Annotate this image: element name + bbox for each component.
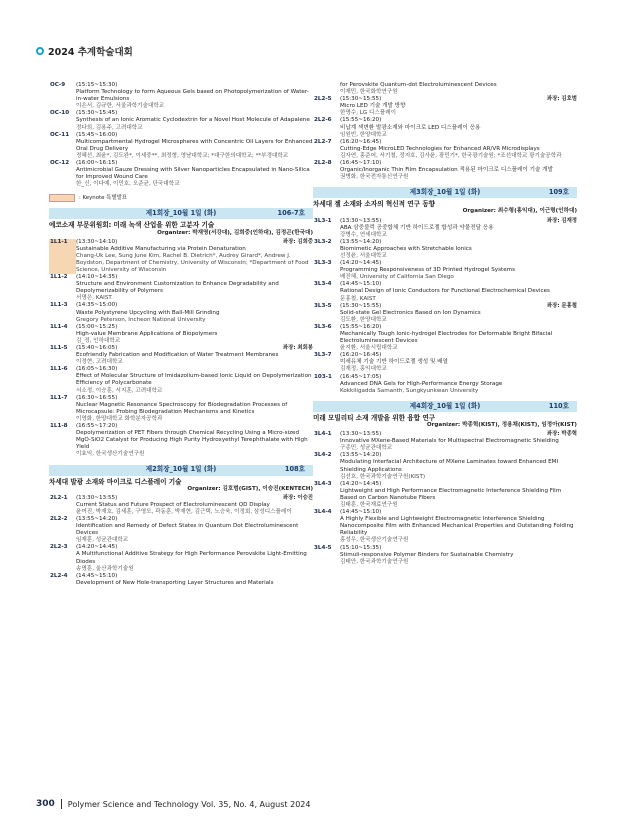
entry-time: (15:30~15:55) xyxy=(340,96,382,103)
entry-time: (13:55~14:20) xyxy=(76,515,118,522)
entry-authors: 선정윤, 서울대학교 xyxy=(340,252,387,259)
entry-title: Platform Technology to form Aqueous Gels based on Photopolymerization of Water-in-water Emulsions xyxy=(76,89,309,103)
entry-time-row xyxy=(76,110,313,117)
session-chair: 좌장: 이승진 xyxy=(282,494,313,501)
entry-code: 1L1-1 xyxy=(49,239,76,274)
entry-code: 3L3-6 xyxy=(314,323,332,330)
entry-code: 3L4-4 xyxy=(314,509,332,516)
entry-title: Sustainable Additive Manufacturing via Protein Denaturation xyxy=(76,245,246,252)
entry-code: OC-10 xyxy=(50,110,70,117)
entry-authors: 김_정, 인하대학교 xyxy=(76,337,121,344)
program-entry xyxy=(49,132,313,160)
entry-code: OC-11 xyxy=(50,131,70,138)
session-bar xyxy=(49,465,313,476)
program-entry xyxy=(313,281,577,302)
page-footer xyxy=(36,799,310,809)
entry-time: (15:15~15:30) xyxy=(76,82,118,88)
entry-authors: 정다희, 김용주, 고려대학교 xyxy=(76,124,143,131)
entry-title: Stimuli-responsive Polymer Binders for Sustainable Chemistry xyxy=(340,551,514,558)
entry-time-row xyxy=(340,117,577,124)
bullet-icon xyxy=(36,47,44,55)
entry-authors: 정혜선, 최윤*, 김도완*, 이세중**, 최정형, 영남대학교; *대구한의대학교; **부경대학교 xyxy=(76,152,289,159)
entry-code: 1L1-2 xyxy=(50,274,68,281)
entry-time-row xyxy=(340,139,577,146)
session-room: 109호 xyxy=(548,188,569,197)
entry-body xyxy=(340,324,577,352)
program-entry xyxy=(313,139,577,160)
entry-authors: 이재민, 한국화학연구원 xyxy=(340,89,398,96)
entry-authors: 김자연, 홍준어, 서기철, 정지호, 김사윤, 광민기*, 한국광기술원; *조선대학교 광기술공학과 xyxy=(340,152,562,159)
entry-time: (13:30~13:55) xyxy=(340,217,382,224)
entry-title: Depolymerization of PET Fibers through Chemical Recycling Using a Micro-sized MgO-SiO2 Catalyst for Producing High Purity Hydroxyethyl Terephthalate with High Yield xyxy=(76,430,308,451)
entry-time: (14:20~14:45) xyxy=(340,260,382,267)
keynote-legend xyxy=(49,194,313,202)
session-bar xyxy=(49,208,313,219)
entry-body xyxy=(340,160,577,181)
entry-time-row xyxy=(340,239,577,246)
program-entry xyxy=(49,516,313,544)
entry-time: (14:20~14:45) xyxy=(340,480,382,487)
session-organizer: Organizer: 김호범(GIST), 이승진(KENTECH) xyxy=(187,485,313,492)
entry-time: (15:45~16:00) xyxy=(76,131,118,138)
program-entry xyxy=(49,345,313,366)
entry-code: 2L2-1 xyxy=(50,494,68,501)
session-name: 제3회장_10월 1일 (화) xyxy=(409,188,481,197)
entry-title: Organic/Inorganic Thin Film Encapsulation 적용된 마이크로 디스플레이 기술 개발 xyxy=(340,167,554,174)
entry-code xyxy=(313,82,340,96)
program-entry xyxy=(313,96,577,117)
program-entry xyxy=(49,160,313,188)
entry-authors: 임원빈, 한양대학교 xyxy=(340,131,387,138)
keynote-label: : Keynote 특별발표 xyxy=(79,194,127,201)
entry-title: for Perovskite Quantum-dot Electroluminescent Devices xyxy=(340,82,497,88)
entry-title: Cutting-Edge MicroLED Technologies for Enhanced AR/VR Microdisplays xyxy=(340,145,540,152)
program-entry xyxy=(49,324,313,345)
program-entry xyxy=(313,324,577,352)
entry-code: 2L2-6 xyxy=(314,117,332,124)
entry-authors: 이효익, 한국생산기술연구원 xyxy=(76,451,145,458)
entry-authors: 권병화, 한국전자통신연구원 xyxy=(340,174,409,181)
program-entry xyxy=(313,82,577,96)
entry-body xyxy=(340,117,577,138)
session-bar xyxy=(313,401,577,412)
entry-title: 미세유체 기술 기반 하이드로젤 생성 및 배열 xyxy=(340,359,448,366)
entry-body xyxy=(76,132,313,160)
program-entry xyxy=(49,274,313,302)
entry-time: (14:10~14:35) xyxy=(76,274,118,281)
entry-time-row xyxy=(340,218,577,225)
entry-body xyxy=(340,431,577,452)
program-entry xyxy=(313,239,577,260)
entry-body xyxy=(340,82,577,96)
entry-body xyxy=(76,274,313,302)
entry-code: 2L2-7 xyxy=(314,138,332,145)
session-room: 106-7호 xyxy=(277,209,305,218)
entry-code: OC-12 xyxy=(50,160,70,167)
entry-time-row xyxy=(340,509,577,516)
entry-time-row xyxy=(76,239,313,246)
program-entry xyxy=(49,423,313,458)
entry-code: 1L1-3 xyxy=(50,302,68,309)
entry-body xyxy=(76,239,313,274)
entry-title: Identification and Remedy of Defect States in Quantum Dot Electroluminescent Devices xyxy=(76,523,299,537)
entry-title: High-value Membrane Applications of Biopolymers xyxy=(76,330,218,337)
entry-authors: 이정현, 고려대학교 xyxy=(76,359,123,366)
entry-time: (13:30~14:10) xyxy=(76,238,118,245)
program-entry xyxy=(49,366,313,394)
entry-time: (13:30~13:55) xyxy=(76,494,118,501)
entry-code: 1L1-5 xyxy=(50,345,68,351)
entry-body xyxy=(76,345,313,366)
entry-authors: 김선호, 한국과학기술연구원(KIST) xyxy=(340,473,426,480)
entry-body xyxy=(76,516,313,544)
entry-time: (15:30~15:55) xyxy=(340,302,382,309)
entry-code: 3L4-1 xyxy=(314,431,332,438)
entry-code: 1L1-6 xyxy=(50,366,68,373)
entry-authors: Kokkiligadda Samanth, Sungkyunkwan University xyxy=(340,387,479,394)
entry-authors: 송명훈, 울산과학기술원 xyxy=(76,565,134,572)
program-entry xyxy=(313,117,577,138)
entry-code: 2L2-4 xyxy=(50,572,68,579)
entry-body xyxy=(340,452,577,480)
session-chair: 좌장: 김호범 xyxy=(546,96,577,103)
entry-body xyxy=(340,352,577,373)
entry-time: (15:30~15:45) xyxy=(76,110,118,117)
page-header xyxy=(36,44,133,58)
entry-body xyxy=(76,160,313,188)
entry-authors: 이영화, 한양대학교 화학분자공학과 xyxy=(76,415,163,422)
entry-time: (16:45~17:05) xyxy=(340,373,382,380)
entry-time: (14:45~15:10) xyxy=(340,509,382,516)
entry-code: 3L4-5 xyxy=(314,544,332,551)
header-title: 2024 추계학술대회 xyxy=(48,47,133,58)
entry-time: (16:20~16:45) xyxy=(340,352,382,359)
entry-title: Waste Polystyrene Upcycling with Ball-Mill Grinding xyxy=(76,309,220,316)
entry-body xyxy=(76,82,313,110)
entry-title: Rational Design of Ionic Conductors for Functional Electrochemical Devices xyxy=(340,288,550,295)
entry-code: 1L1-4 xyxy=(50,323,68,330)
entry-code: 2L2-8 xyxy=(314,160,332,167)
entry-body xyxy=(340,96,577,117)
entry-time: (16:45~17:10) xyxy=(340,160,382,167)
entry-title: A Highly Flexible and Lightweight Electromagnetic Interference Shielding Nanocomposite Film with Enhanced Mechanical Properties and Outstanding Folding Reliability xyxy=(340,516,574,537)
entry-time-row xyxy=(76,423,313,430)
entry-body xyxy=(76,302,313,323)
entry-code: 3L3-7 xyxy=(314,352,332,359)
entry-time: (13:55~14:20) xyxy=(340,452,382,459)
session-chair: 좌장: 문홍철 xyxy=(546,302,577,309)
journal-name: Polymer Science and Technology Vol. 35, No. 4, August 2024 xyxy=(67,799,311,809)
entry-body xyxy=(76,110,313,131)
entry-title: Programming Responsiveness of 3D Printed Hydrogel Systems xyxy=(340,267,516,274)
entry-body xyxy=(340,509,577,544)
entry-time: (15:55~16:20) xyxy=(340,323,382,330)
program-entry xyxy=(49,573,313,587)
entry-time-row xyxy=(76,544,313,551)
entry-authors: 임재훈, 성균관대학교 xyxy=(76,537,129,544)
entry-code: 2L2-5 xyxy=(314,96,332,103)
program-entry xyxy=(313,260,577,281)
entry-code: 3L3-5 xyxy=(314,302,332,309)
entry-time-row xyxy=(76,495,313,502)
program-entry xyxy=(49,495,313,516)
entry-time-row xyxy=(340,281,577,288)
program-entry xyxy=(49,82,313,110)
program-entry xyxy=(313,431,577,452)
entry-body xyxy=(76,395,313,423)
entry-time: (13:30~13:55) xyxy=(340,431,382,438)
entry-authors: Chang-Uk Lee, Sung June Kim, Rachel B. Dietrich*, Audrey Girard*, Andrew J. Boydston, Department of Chemistry, University of Wisconsin; *Department of Food Science, University of Wisconsin xyxy=(76,252,309,273)
entry-time-row xyxy=(340,481,577,488)
entry-code: OC-9 xyxy=(50,82,66,88)
entry-time-row xyxy=(76,395,313,402)
session-chair: 좌장: 박종혁 xyxy=(546,431,577,438)
session-chair: 좌장: 김희중 xyxy=(282,238,313,245)
entry-body xyxy=(340,218,577,239)
entry-title: Development of New Hole-transporting Layer Structures and Materials xyxy=(76,579,274,586)
entry-title: Advanced DNA Gels for High-Performance Energy Storage xyxy=(340,380,503,387)
entry-authors: 김태안, 한국과학기술연구원 xyxy=(340,558,409,565)
entry-authors: 김태훈, 한국재료연구원 xyxy=(340,501,398,508)
session-room: 108호 xyxy=(284,465,305,474)
page-number: 300 xyxy=(36,799,55,809)
entry-code: 1L1-7 xyxy=(50,394,68,401)
entry-time: (16:30~16:55) xyxy=(76,394,118,401)
program-entry xyxy=(313,303,577,324)
entry-time-row xyxy=(340,260,577,267)
entry-authors: 이은서, 김규한, 서울과학기술대학교 xyxy=(76,103,165,110)
entry-body xyxy=(76,366,313,394)
entry-code: 2L2-3 xyxy=(50,544,68,551)
entry-time-row xyxy=(76,302,313,309)
entry-title: Innovative MXene-Based Materials for Multispectral Electromagnetic Shielding xyxy=(340,438,559,445)
entry-code: 3L3-4 xyxy=(314,281,332,288)
entry-authors: 강병수, 연세대학교 xyxy=(340,231,387,238)
entry-title: 비납계 색변환 발광소재와 마이크로 LED 디스플레이 응용 xyxy=(340,124,481,131)
entry-body xyxy=(76,423,313,458)
entry-authors: Gregory Peterson, Incheon National University xyxy=(76,316,206,323)
entry-title: Structure and Environment Customization to Enhance Degradability and Depolymerizability of Polymers xyxy=(76,281,279,295)
entry-title: Mechanically Tough Ionic-hydrogel Electrodes for Deformable Bright Bifacial Electroluminescent Devices xyxy=(340,331,553,345)
entry-body xyxy=(340,139,577,160)
left-column xyxy=(49,82,313,587)
program-entry xyxy=(313,374,577,395)
entry-body xyxy=(76,544,313,572)
entry-title: ABA 삼중블럭 공중합체 기반 하이드로젤 합성과 약물전달 응용 xyxy=(340,224,494,231)
session-bar xyxy=(313,187,577,198)
session-organizer: Organizer: 박종혁(KIST), 정용채(KIST), 임정아(KIST) xyxy=(426,421,577,428)
entry-body xyxy=(76,573,313,587)
keynote-swatch xyxy=(49,194,75,202)
program-entry xyxy=(49,110,313,131)
program-entry xyxy=(313,509,577,544)
entry-code: 3L3-2 xyxy=(314,238,332,245)
entry-time: (16:55~17:20) xyxy=(76,423,118,430)
entry-body xyxy=(340,239,577,260)
entry-code: 3L4-3 xyxy=(314,480,332,487)
right-column xyxy=(313,82,577,566)
entry-title: Ecofriendly Fabrication and Modification of Water Treatment Membranes xyxy=(76,352,279,359)
program-entry xyxy=(49,239,313,274)
entry-authors: 구종민, 성균관대학교 xyxy=(340,445,393,452)
program-entry xyxy=(49,544,313,572)
entry-time-row xyxy=(76,160,313,167)
entry-time: (15:55~16:20) xyxy=(340,117,382,124)
entry-time: (15:00~15:25) xyxy=(76,323,118,330)
entry-time: (16:20~16:45) xyxy=(340,138,382,145)
entry-title: Biomimetic Approaches with Stretchable Ionics xyxy=(340,245,472,252)
entry-authors: 한명수, LG 디스플레이 xyxy=(340,110,397,117)
entry-title: Synthesis of an Ionic Aromatic Cyclodextrin for a Novel Host Molecule of Adapalene xyxy=(76,117,310,124)
entry-body xyxy=(340,481,577,509)
entry-time-row xyxy=(76,345,313,352)
entry-time: (15:10~15:35) xyxy=(340,544,382,551)
entry-time-row xyxy=(76,82,313,89)
program-entry xyxy=(313,218,577,239)
entry-authors: 김도환, 한양대학교 xyxy=(340,316,387,323)
entry-authors: 김재정, 홍익대학교 xyxy=(340,366,387,373)
session-chair: 좌장: 김재정 xyxy=(546,217,577,224)
entry-title: Antimicrobial Gauze Dressing with Silver Nanoparticles Encapsulated in Nano-Silica for Improved Wound Care xyxy=(76,167,310,181)
program-entry xyxy=(49,395,313,423)
session-title: 차세대 발광 소재와 마이크로 디스플레이 기술 xyxy=(49,477,182,486)
entry-body xyxy=(340,545,577,566)
entry-authors: 문홍철, KAIST xyxy=(340,295,376,302)
entry-authors: 한_신, 이다예, 이민호, 오준균, 단국대학교 xyxy=(76,181,180,188)
entry-title: Lightweight and High Performance Electromagnetic Interference Shielding Film Based on Carbon Nanotube Fibers xyxy=(340,487,562,501)
entry-body xyxy=(76,324,313,345)
entry-authors: 서소정, 이승훈, 서지훈, 고려대학교 xyxy=(76,387,163,394)
entry-time-row xyxy=(76,366,313,373)
entry-time: (15:40~16:05) xyxy=(76,345,118,351)
entry-title: Effect of Molecular Structure of Imidazolium-based Ionic Liquid on Depolymerization Efficiency of Polycarbonate xyxy=(76,373,312,387)
entry-time: (14:35~15:00) xyxy=(76,302,118,309)
session-name: 제4회장_10월 1일 (화) xyxy=(409,401,481,410)
entry-time-row xyxy=(76,324,313,331)
entry-title: Solid-state Gel Electronics Based on Ion Dynamics xyxy=(340,309,481,316)
footer-divider xyxy=(61,799,62,809)
entry-authors: 배진혜, University of California San Diego xyxy=(340,274,454,281)
entry-time: (13:55~14:20) xyxy=(340,238,382,245)
entry-time: (14:45~15:10) xyxy=(76,572,118,579)
entry-time-row xyxy=(76,573,313,580)
entry-body xyxy=(76,495,313,516)
entry-body xyxy=(340,303,577,324)
entry-time-row xyxy=(76,516,313,523)
entry-title: Nuclear Magnetic Resonance Spectroscopy for Biodegradation Processes of Microcapsule: Probing Biodegradation Mechanisms and Kinetics xyxy=(76,401,288,415)
session-organizer: Organizer: 최수형(홍익대), 이근형(인하대) xyxy=(462,208,577,215)
program-entry xyxy=(313,545,577,566)
entry-code: 1L1-8 xyxy=(50,423,68,430)
entry-time-row xyxy=(340,431,577,438)
entry-title: Modulating Interfacial Architecture of MXene Laminates toward Enhanced EMI Shielding Applications xyxy=(340,459,559,473)
entry-time-row xyxy=(76,274,313,281)
entry-code: 103-1 xyxy=(314,373,332,380)
entry-authors: 서명은, KAIST xyxy=(76,295,112,302)
entry-time: (14:20~14:45) xyxy=(76,544,118,551)
entry-body xyxy=(340,374,577,395)
program-entry xyxy=(313,160,577,181)
session-organizer: Organizer: 박재영(서강대), 김희중(인하대), 김정곤(한국대) xyxy=(157,229,313,236)
program-entry xyxy=(313,481,577,509)
entry-time-row xyxy=(340,324,577,331)
program-entry xyxy=(49,302,313,323)
entry-code: 3L3-3 xyxy=(314,260,332,267)
entry-authors: 윤지환, 서울시립대학교 xyxy=(340,345,398,352)
program-entry xyxy=(313,352,577,373)
session-name: 제2회장_10월 1일 (화) xyxy=(145,465,217,474)
entry-title: Current Status and Future Prospect of Electroluminescent QD Display xyxy=(76,501,270,508)
program-entry xyxy=(313,452,577,480)
session-title: 에코소재 부문위원회: 미래 녹색 산업을 위한 고분자 기술 xyxy=(49,221,215,230)
session-room: 110호 xyxy=(548,401,569,410)
entry-title: A Multifunctional Additive Strategy for High Performance Perovskite Light-Emitting Diodes xyxy=(76,551,307,565)
entry-code: 3L3-1 xyxy=(314,217,332,224)
entry-time: (16:05~16:30) xyxy=(76,366,118,373)
entry-title: Multicompartmental Hydrogel Microspheres with Concentric Oil Layers for Enhanced Oral Drug Delivery xyxy=(76,138,313,152)
entry-time-row xyxy=(340,545,577,552)
entry-code: 3L4-2 xyxy=(314,452,332,459)
entry-time-row xyxy=(340,374,577,381)
entry-time: (16:00~16:15) xyxy=(76,160,118,167)
entry-code: 2L2-2 xyxy=(50,515,68,522)
entry-authors: 윤여진, 박재호, 김세훈, 구영모, 곽동훈, 박재현, 김근택, 노승욱, 이정회, 삼성디스플레이 xyxy=(76,508,292,515)
entry-authors: 홍성우, 한국생산기술연구원 xyxy=(340,537,409,544)
entry-time: (14:45~15:10) xyxy=(340,281,382,288)
session-title: 차세대 젤 소재와 소자의 혁신적 연구 동향 xyxy=(313,200,436,209)
session-title: 미래 모빌리티 소재 개발을 위한 융합 연구 xyxy=(313,413,436,422)
entry-time-row xyxy=(76,132,313,139)
entry-time-row xyxy=(340,303,577,310)
session-chair: 좌장: 최회봉 xyxy=(282,345,313,351)
session-name: 제1회장_10월 1일 (화) xyxy=(145,209,217,218)
entry-body xyxy=(340,281,577,302)
entry-time-row xyxy=(340,452,577,459)
entry-title: Micro LED 기술 개발 방향 xyxy=(340,103,406,110)
entry-body xyxy=(340,260,577,281)
